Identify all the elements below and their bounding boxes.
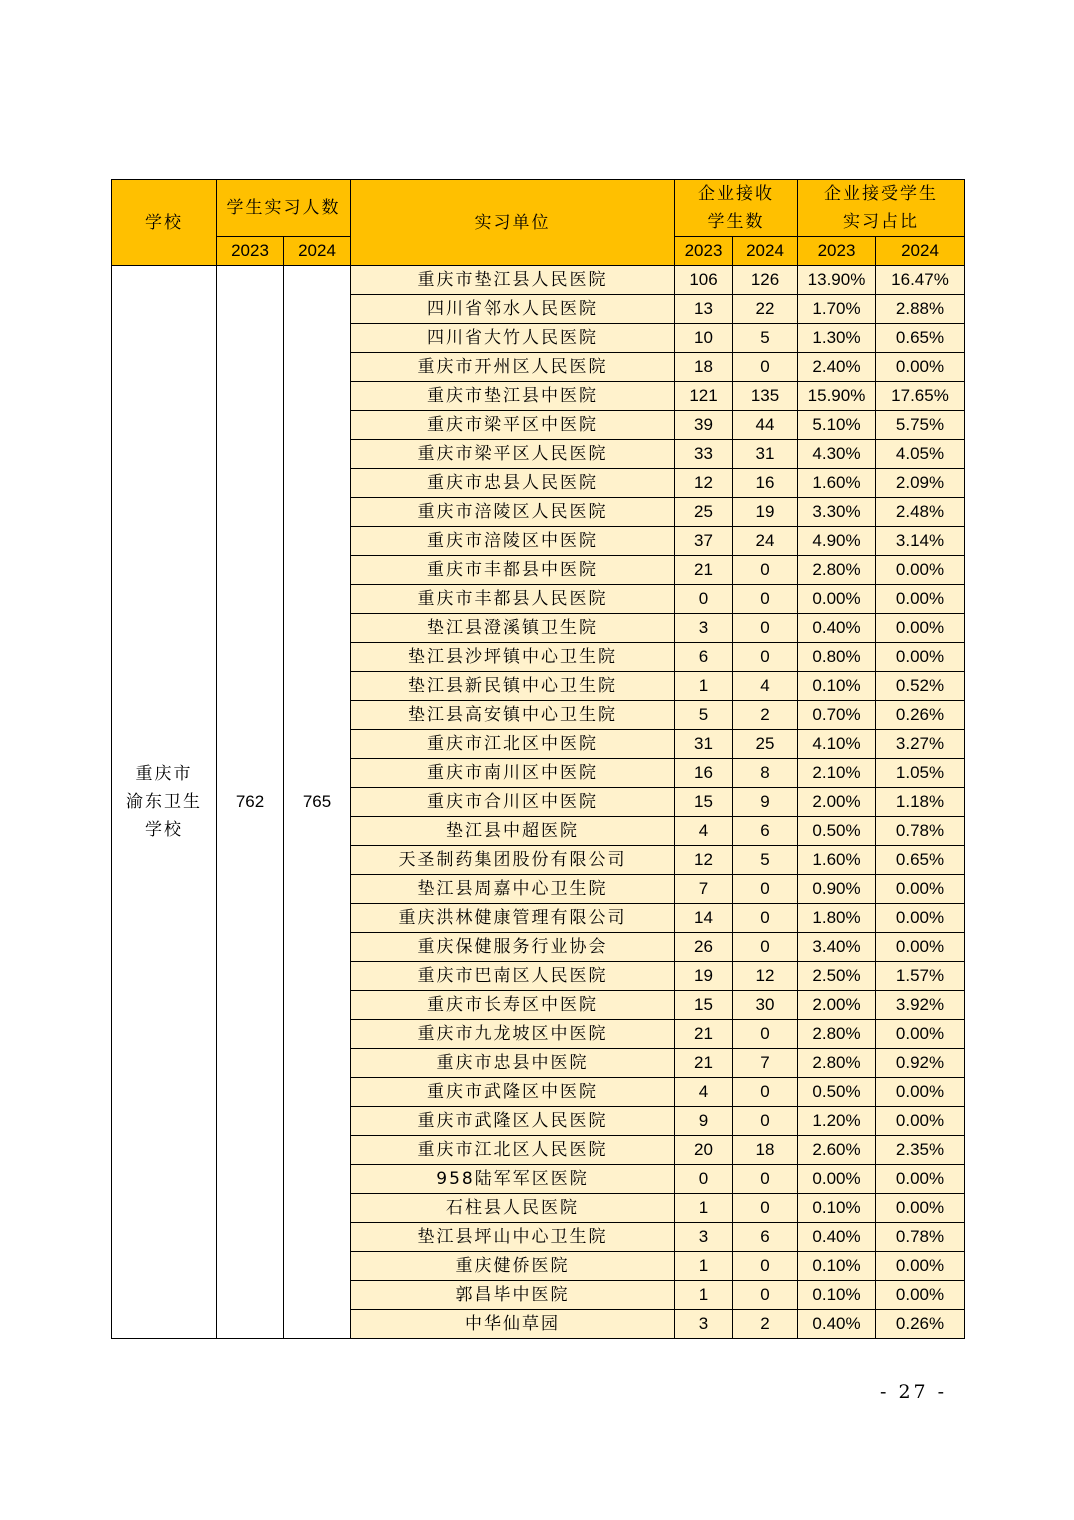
unit-cell: 958陆军军区医院: [351, 1165, 675, 1194]
ratio-2023-cell: 0.00%: [798, 1165, 876, 1194]
received-2024-cell: 12: [733, 962, 798, 991]
students-2024-cell: 765: [284, 266, 351, 1339]
ratio-2024-cell: 1.57%: [876, 962, 965, 991]
received-2023-cell: 31: [675, 730, 733, 759]
unit-cell: 重庆市梁平区中医院: [351, 411, 675, 440]
unit-cell: 重庆市开州区人民医院: [351, 353, 675, 382]
ratio-2024-cell: 0.00%: [876, 1020, 965, 1049]
header-received-2023: 2023: [675, 237, 733, 266]
received-2024-cell: 6: [733, 1223, 798, 1252]
school-name-line: 重庆市: [135, 764, 193, 784]
unit-cell: 重庆保健服务行业协会: [351, 933, 675, 962]
school-name-cell: [112, 266, 217, 1339]
ratio-2024-cell: 0.78%: [876, 1223, 965, 1252]
received-2023-cell: 15: [675, 788, 733, 817]
unit-cell: 垫江县中超医院: [351, 817, 675, 846]
received-2024-cell: 18: [733, 1136, 798, 1165]
received-2024-cell: 31: [733, 440, 798, 469]
header-ratio-line1: 企业接受学生: [824, 184, 938, 204]
header-ratio: [798, 180, 965, 237]
received-2024-cell: 9: [733, 788, 798, 817]
ratio-2023-cell: 0.50%: [798, 1078, 876, 1107]
received-2023-cell: 21: [675, 1020, 733, 1049]
ratio-2024-cell: 0.00%: [876, 614, 965, 643]
received-2024-cell: 7: [733, 1049, 798, 1078]
table-row: [112, 266, 965, 295]
unit-cell: 石柱县人民医院: [351, 1194, 675, 1223]
unit-cell: 重庆市丰都县中医院: [351, 556, 675, 585]
ratio-2023-cell: 4.30%: [798, 440, 876, 469]
unit-cell: 重庆市丰都县人民医院: [351, 585, 675, 614]
received-2023-cell: 1: [675, 1281, 733, 1310]
unit-cell: 四川省大竹人民医院: [351, 324, 675, 353]
unit-cell: 重庆健侨医院: [351, 1252, 675, 1281]
received-2023-cell: 26: [675, 933, 733, 962]
received-2024-cell: 0: [733, 1252, 798, 1281]
ratio-2024-cell: 0.00%: [876, 904, 965, 933]
received-2024-cell: 25: [733, 730, 798, 759]
ratio-2024-cell: 0.92%: [876, 1049, 965, 1078]
received-2024-cell: 8: [733, 759, 798, 788]
ratio-2023-cell: 0.10%: [798, 1281, 876, 1310]
ratio-2023-cell: 2.80%: [798, 1049, 876, 1078]
unit-cell: 垫江县新民镇中心卫生院: [351, 672, 675, 701]
header-school: 学校: [112, 180, 217, 266]
table-body: [112, 266, 965, 1339]
ratio-2024-cell: 0.00%: [876, 1252, 965, 1281]
ratio-2023-cell: 3.40%: [798, 933, 876, 962]
ratio-2023-cell: 15.90%: [798, 382, 876, 411]
unit-cell: 重庆洪林健康管理有限公司: [351, 904, 675, 933]
ratio-2023-cell: 0.10%: [798, 1194, 876, 1223]
received-2023-cell: 4: [675, 817, 733, 846]
unit-cell: 重庆市忠县中医院: [351, 1049, 675, 1078]
ratio-2023-cell: 1.30%: [798, 324, 876, 353]
received-2023-cell: 0: [675, 1165, 733, 1194]
received-2024-cell: 2: [733, 1310, 798, 1339]
ratio-2024-cell: 0.00%: [876, 643, 965, 672]
header-ratio-line2: 实习占比: [843, 212, 919, 232]
received-2024-cell: 22: [733, 295, 798, 324]
received-2023-cell: 18: [675, 353, 733, 382]
ratio-2023-cell: 2.80%: [798, 1020, 876, 1049]
ratio-2024-cell: 0.78%: [876, 817, 965, 846]
header-received-line2: 学生数: [707, 212, 765, 232]
received-2023-cell: 1: [675, 1194, 733, 1223]
ratio-2023-cell: 0.50%: [798, 817, 876, 846]
received-2023-cell: 0: [675, 585, 733, 614]
received-2023-cell: 3: [675, 1223, 733, 1252]
unit-cell: 重庆市涪陵区中医院: [351, 527, 675, 556]
received-2024-cell: 5: [733, 324, 798, 353]
header-received-2024: 2024: [733, 237, 798, 266]
received-2024-cell: 126: [733, 266, 798, 295]
ratio-2023-cell: 2.60%: [798, 1136, 876, 1165]
received-2023-cell: 19: [675, 962, 733, 991]
received-2024-cell: 4: [733, 672, 798, 701]
received-2023-cell: 13: [675, 295, 733, 324]
received-2024-cell: 135: [733, 382, 798, 411]
received-2023-cell: 21: [675, 1049, 733, 1078]
header-received-line1: 企业接收: [698, 184, 774, 204]
ratio-2023-cell: 2.10%: [798, 759, 876, 788]
unit-cell: 重庆市长寿区中医院: [351, 991, 675, 1020]
unit-cell: 重庆市九龙坡区中医院: [351, 1020, 675, 1049]
school-name-line: 学校: [145, 820, 183, 840]
ratio-2023-cell: 0.80%: [798, 643, 876, 672]
received-2024-cell: 0: [733, 1078, 798, 1107]
ratio-2024-cell: 0.00%: [876, 585, 965, 614]
received-2023-cell: 9: [675, 1107, 733, 1136]
ratio-2024-cell: 1.05%: [876, 759, 965, 788]
ratio-2024-cell: 0.00%: [876, 1165, 965, 1194]
unit-cell: 重庆市忠县人民医院: [351, 469, 675, 498]
received-2023-cell: 16: [675, 759, 733, 788]
ratio-2023-cell: 0.00%: [798, 585, 876, 614]
ratio-2024-cell: 2.09%: [876, 469, 965, 498]
unit-cell: 重庆市南川区中医院: [351, 759, 675, 788]
received-2024-cell: 0: [733, 1107, 798, 1136]
ratio-2023-cell: 1.60%: [798, 846, 876, 875]
ratio-2023-cell: 2.00%: [798, 991, 876, 1020]
received-2023-cell: 4: [675, 1078, 733, 1107]
unit-cell: 垫江县高安镇中心卫生院: [351, 701, 675, 730]
received-2023-cell: 37: [675, 527, 733, 556]
received-2024-cell: 2: [733, 701, 798, 730]
unit-cell: 重庆市江北区中医院: [351, 730, 675, 759]
received-2023-cell: 33: [675, 440, 733, 469]
received-2023-cell: 106: [675, 266, 733, 295]
received-2023-cell: 39: [675, 411, 733, 440]
received-2024-cell: 0: [733, 933, 798, 962]
ratio-2024-cell: 0.65%: [876, 846, 965, 875]
unit-cell: 垫江县周嘉中心卫生院: [351, 875, 675, 904]
unit-cell: 重庆市江北区人民医院: [351, 1136, 675, 1165]
received-2023-cell: 7: [675, 875, 733, 904]
ratio-2023-cell: 1.20%: [798, 1107, 876, 1136]
received-2024-cell: 16: [733, 469, 798, 498]
unit-cell: 四川省邻水人民医院: [351, 295, 675, 324]
received-2024-cell: 6: [733, 817, 798, 846]
ratio-2024-cell: 3.92%: [876, 991, 965, 1020]
ratio-2023-cell: 0.70%: [798, 701, 876, 730]
received-2023-cell: 21: [675, 556, 733, 585]
unit-cell: 郭昌毕中医院: [351, 1281, 675, 1310]
ratio-2023-cell: 4.90%: [798, 527, 876, 556]
ratio-2023-cell: 0.90%: [798, 875, 876, 904]
received-2024-cell: 5: [733, 846, 798, 875]
received-2024-cell: 0: [733, 556, 798, 585]
header-ratio-2024: 2024: [876, 237, 965, 266]
ratio-2024-cell: 2.48%: [876, 498, 965, 527]
ratio-2024-cell: 0.00%: [876, 556, 965, 585]
ratio-2024-cell: 17.65%: [876, 382, 965, 411]
unit-cell: 垫江县坪山中心卫生院: [351, 1223, 675, 1252]
ratio-2024-cell: 0.26%: [876, 701, 965, 730]
unit-cell: 垫江县澄溪镇卫生院: [351, 614, 675, 643]
received-2024-cell: 44: [733, 411, 798, 440]
ratio-2023-cell: 2.80%: [798, 556, 876, 585]
unit-cell: 中华仙草园: [351, 1310, 675, 1339]
received-2024-cell: 30: [733, 991, 798, 1020]
ratio-2023-cell: 5.10%: [798, 411, 876, 440]
received-2023-cell: 10: [675, 324, 733, 353]
unit-cell: 重庆市梁平区人民医院: [351, 440, 675, 469]
ratio-2024-cell: 4.05%: [876, 440, 965, 469]
unit-cell: 垫江县沙坪镇中心卫生院: [351, 643, 675, 672]
header-ratio-2023: 2023: [798, 237, 876, 266]
header-unit: 实习单位: [351, 180, 675, 266]
table-header: [112, 180, 965, 266]
ratio-2024-cell: 0.00%: [876, 933, 965, 962]
ratio-2023-cell: 0.10%: [798, 1252, 876, 1281]
unit-cell: 重庆市巴南区人民医院: [351, 962, 675, 991]
unit-cell: 重庆市涪陵区人民医院: [351, 498, 675, 527]
unit-cell: 重庆市垫江县中医院: [351, 382, 675, 411]
received-2024-cell: 0: [733, 643, 798, 672]
ratio-2023-cell: 2.00%: [798, 788, 876, 817]
received-2023-cell: 15: [675, 991, 733, 1020]
ratio-2024-cell: 0.00%: [876, 1107, 965, 1136]
ratio-2023-cell: 0.40%: [798, 1223, 876, 1252]
ratio-2023-cell: 0.40%: [798, 614, 876, 643]
ratio-2024-cell: 2.88%: [876, 295, 965, 324]
received-2023-cell: 12: [675, 469, 733, 498]
received-2024-cell: 0: [733, 614, 798, 643]
received-2024-cell: 0: [733, 585, 798, 614]
internship-table: [111, 179, 965, 1339]
page-number: - 27 -: [880, 1381, 948, 1403]
received-2023-cell: 12: [675, 846, 733, 875]
header-student-count: 学生实习人数: [217, 180, 351, 237]
received-2024-cell: 0: [733, 875, 798, 904]
received-2023-cell: 3: [675, 1310, 733, 1339]
received-2023-cell: 25: [675, 498, 733, 527]
ratio-2023-cell: 2.50%: [798, 962, 876, 991]
received-2024-cell: 0: [733, 904, 798, 933]
ratio-2024-cell: 3.14%: [876, 527, 965, 556]
received-2023-cell: 6: [675, 643, 733, 672]
ratio-2024-cell: 0.52%: [876, 672, 965, 701]
ratio-2024-cell: 5.75%: [876, 411, 965, 440]
received-2024-cell: 0: [733, 1281, 798, 1310]
ratio-2024-cell: 2.35%: [876, 1136, 965, 1165]
received-2023-cell: 14: [675, 904, 733, 933]
ratio-2023-cell: 3.30%: [798, 498, 876, 527]
unit-cell: 重庆市合川区中医院: [351, 788, 675, 817]
ratio-2023-cell: 1.60%: [798, 469, 876, 498]
ratio-2024-cell: 0.00%: [876, 1194, 965, 1223]
received-2024-cell: 0: [733, 1020, 798, 1049]
ratio-2024-cell: 0.00%: [876, 353, 965, 382]
ratio-2023-cell: 1.70%: [798, 295, 876, 324]
ratio-2023-cell: 4.10%: [798, 730, 876, 759]
ratio-2023-cell: 0.40%: [798, 1310, 876, 1339]
students-2023-cell: 762: [217, 266, 284, 1339]
received-2023-cell: 20: [675, 1136, 733, 1165]
header-students-2023: 2023: [217, 237, 284, 266]
received-2023-cell: 3: [675, 614, 733, 643]
received-2023-cell: 121: [675, 382, 733, 411]
received-2024-cell: 0: [733, 1165, 798, 1194]
ratio-2024-cell: 3.27%: [876, 730, 965, 759]
received-2024-cell: 24: [733, 527, 798, 556]
unit-cell: 重庆市武隆区人民医院: [351, 1107, 675, 1136]
received-2023-cell: 1: [675, 672, 733, 701]
header-received: [675, 180, 798, 237]
header-students-2024: 2024: [284, 237, 351, 266]
ratio-2023-cell: 1.80%: [798, 904, 876, 933]
unit-cell: 重庆市垫江县人民医院: [351, 266, 675, 295]
school-name-line: 渝东卫生: [126, 792, 202, 812]
unit-cell: 重庆市武隆区中医院: [351, 1078, 675, 1107]
ratio-2024-cell: 0.00%: [876, 1281, 965, 1310]
ratio-2024-cell: 0.65%: [876, 324, 965, 353]
received-2024-cell: 0: [733, 353, 798, 382]
ratio-2024-cell: 16.47%: [876, 266, 965, 295]
ratio-2024-cell: 0.00%: [876, 875, 965, 904]
received-2024-cell: 0: [733, 1194, 798, 1223]
received-2023-cell: 1: [675, 1252, 733, 1281]
unit-cell: 天圣制药集团股份有限公司: [351, 846, 675, 875]
ratio-2024-cell: 0.00%: [876, 1078, 965, 1107]
ratio-2023-cell: 0.10%: [798, 672, 876, 701]
ratio-2024-cell: 1.18%: [876, 788, 965, 817]
received-2024-cell: 19: [733, 498, 798, 527]
ratio-2023-cell: 2.40%: [798, 353, 876, 382]
received-2023-cell: 5: [675, 701, 733, 730]
ratio-2024-cell: 0.26%: [876, 1310, 965, 1339]
ratio-2023-cell: 13.90%: [798, 266, 876, 295]
